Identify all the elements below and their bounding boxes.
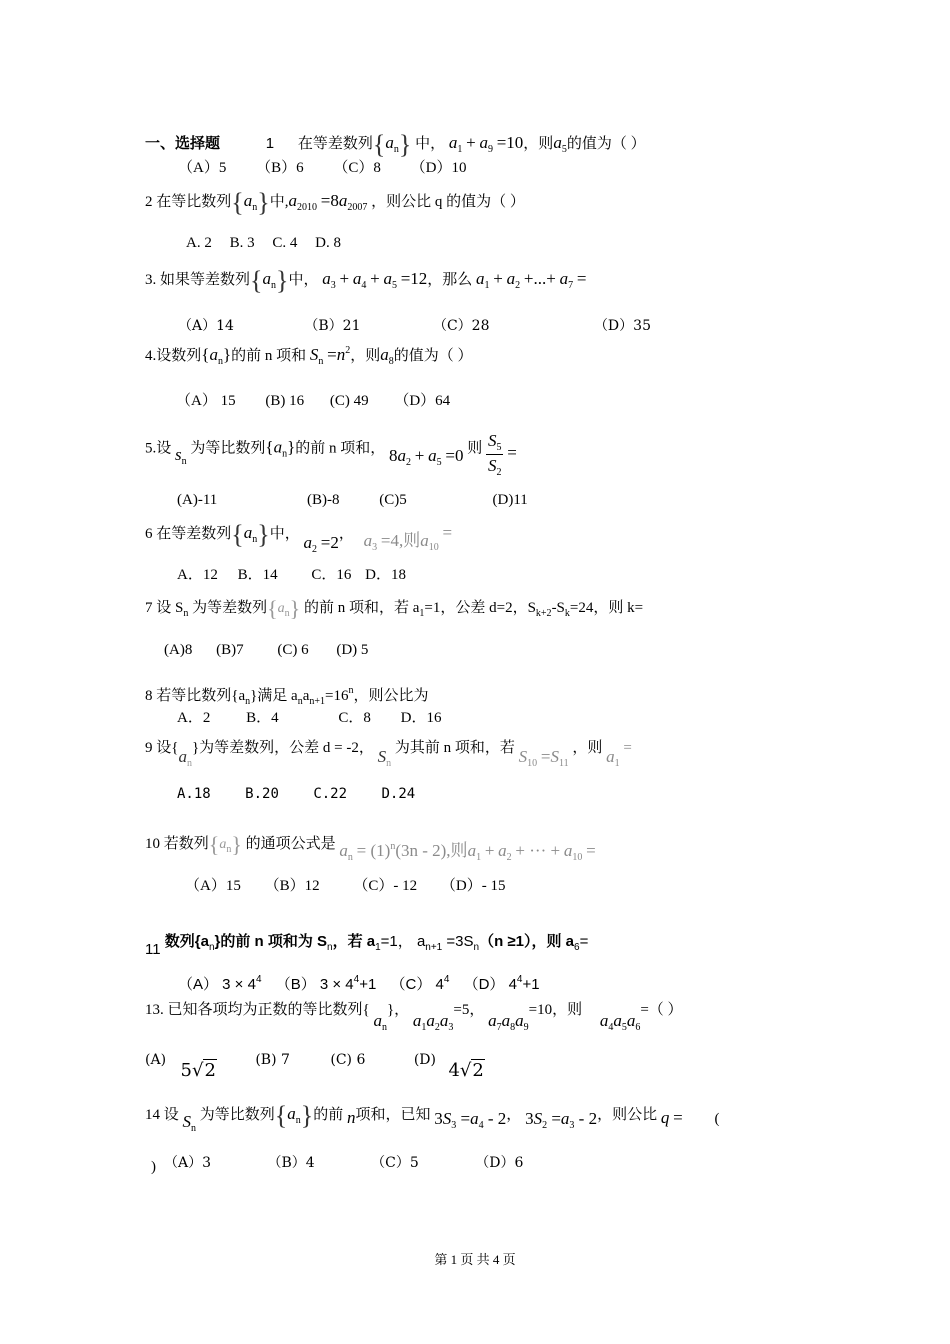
math-expression: = [623,740,632,756]
question-text: 9 设{ [145,740,179,756]
math-expression: =10，则 [528,1002,583,1018]
option-d: D. 8 [315,235,341,251]
question-text: 10 若数列 [145,836,209,852]
question-text: ，那么 [427,272,473,288]
question-text: =（ ） [640,1002,683,1018]
question-text: }满足 a [250,688,298,704]
question-text: 的前 n 项和，若 a [303,600,420,616]
option-b: (B) 16 [265,393,305,409]
options-q4 [176,394,450,409]
subscript: n+1 [425,942,443,953]
question-text: ，则 [350,348,381,364]
question-text: 为其前 n 项和，若 [394,740,515,756]
question-text: ，则 [523,136,554,152]
question-text: 中， [269,526,300,542]
math-expression: = [586,841,596,860]
option-a: (A) [145,1052,167,1068]
question-text: 中， [415,136,446,152]
question-text: =24，则 k= [569,600,644,616]
question-text: a [302,688,310,704]
question-text: =16 [325,688,349,704]
option-d: D.24 [381,786,416,802]
option-a: (A)8 [164,642,193,658]
option-b: (B)7 [216,642,244,658]
question-8: 8 若等比数列$\{a_n\}$满足 $a_na_{n+1}=16^n$，则公比为 [145,685,429,707]
option-b: B. 3 [229,235,255,251]
question-13: 13. 已知各项均为正数的等比数列{ $a_n$}， $a_1a_2a_3=5$， $a_7a_8a_9=10$，则 $a_4a_5a_6=$（ ） [145,1002,683,1033]
question-text: ，若 a [332,933,376,950]
section-title: 一、选择题 [145,135,221,152]
options-q14 [164,1156,523,1170]
options-q9 [177,787,415,801]
question-text: 3. 如果等差数列 [145,272,251,288]
question-text: =1，公差 d=2，S [424,600,536,616]
math-expression: =10 [496,133,524,152]
option-a: （A）14 [178,318,234,334]
question-text: 为等比数列 [199,1107,275,1123]
math-expression: =8 [320,191,339,210]
question-text: 中， [288,272,319,288]
option-c: （C）5 [371,1155,419,1171]
option-b: （B）21 [304,318,361,334]
question-text: -S [551,600,565,616]
question-5: 5.设 $s_n$ 为等比数列$\{a_n\}$的前 n 项和， $8a_2 + a_5 =0$ 则 $\frac{S_5}{S_2}$ = [145,431,517,478]
question-text: 为等差数列 [192,600,268,616]
answer-paren: ( [714,1111,720,1127]
option-c: C．8 [338,710,371,726]
question-text: ，则 [572,740,603,756]
question-11: 11 数列$\{a_n\}$的前 n 项和为 $S_n$，若 $a_1=1$， $a_{n+1} =3S_n(n \ge 1)$，则 $a_6=$ [145,933,589,958]
question-text: 13. 已知各项均为正数的等比数列{ [145,1002,370,1018]
math-expression: = [327,345,337,364]
question-text: （n ≥1），则 a [479,933,575,950]
question-3: 3. 如果等差数列$\{a_n\}$中， $a_3 + a_4 + a_5 =12$，那么 $a_1 + a_2$ +...+ $a_7$ = [145,266,587,295]
options-q1 [178,161,466,176]
option-a: (A)-11 [177,492,218,508]
option-a: A．2 [177,710,211,726]
question-text: 2 在等比数列 [145,194,232,210]
question-text: =3S [442,933,474,950]
question-text: 则 [467,440,483,457]
question-text: 的值为（ ） [566,136,646,152]
question-text: 项和，已知 [355,1107,431,1123]
option-d: （D）35 [593,318,651,334]
question-7: 7 设 $S_n$ 为等差数列$\{a_n\}$ 的前 n 项和，若 $a_1=1$，公差 d=2，$S_{k+2}-S_k=24$，则 k= [145,596,644,621]
option-d: (D) [413,1052,436,1068]
question-text: 在等差数列 [297,136,373,152]
fraction: $\frac{S_5}{S_2}$ [487,431,502,478]
math-expression: 8 [389,446,398,466]
question-text: 5.设 [145,440,172,457]
answer-paren-close: ) [151,1159,156,1175]
question-9: 9 设$\{a_n\}$为等差数列，公差 d = -2， $S_n$ 为其前 n 项和，若 $S_{10} =S_{11}$ ，则 $a_1$ = [145,740,632,769]
option-a: A．12 [177,567,218,583]
math-expression: + ··· + [515,841,561,860]
question-text: }， [386,1002,410,1018]
option-c: C. 4 [272,235,298,251]
option-d: （D） 4 [463,976,517,993]
option-c: （C）- 12 [353,878,418,894]
option-a: （A）5 [178,160,227,176]
option-d: （D）64 [394,393,451,409]
question-text: ，则公比为 [353,688,429,704]
math-expression: =12 [400,269,428,288]
question-number: 1 [265,135,275,152]
options-q10 [185,879,505,894]
math-expression: = (1) [356,841,391,860]
page-footer: 第 1 页 共 4 页 [434,1252,516,1267]
option-c: C．16 [311,567,352,583]
question-text: 4.设数列 [145,348,202,364]
question-10: 10 若数列$\{a_n\}$ 的通项公式是 $a_n = (1)^n(3n - 2)$,则$a_1 + a_2$ + ··· + $a_{10}$ = [145,832,596,863]
option-d: （D）10 [410,160,467,176]
question-text: }的前 n 项和为 S [214,933,328,950]
math-expression: = [507,443,517,463]
option-d: (D)11 [492,492,528,508]
question-text: 的通项公式是 [245,836,336,852]
question-text: 为等比数列 [190,440,266,457]
option-b: （B）4 [267,1155,315,1171]
math-expression: +...+ [523,269,556,288]
sqrt-expression: 4√2 [448,1060,484,1081]
options-q8 [177,711,441,726]
question-text: 14 设 [145,1107,179,1123]
math-expression: =4,则 [380,531,421,550]
subscript: k+2 [535,608,552,619]
subscript: n+1 [309,696,326,707]
question-6: 6 在等差数列$\{a_n\}$中， $a_2 =2$， $a_3 =4$,则$a_{10}$ = [145,520,453,555]
question-text: a [416,933,426,950]
options-q5 [177,493,528,508]
math-expression: =2 [320,533,339,552]
question-text: 中, [269,194,289,210]
options-q11: （A） $3 \times 4^4$ （B） $3 \times 4^4+1$ （C） $4^4$ （D） $4^4+1$ [178,974,540,993]
options-q13 [145,1050,485,1081]
option-c: （C）28 [432,318,490,334]
option-d: D．16 [400,710,442,726]
math-expression: =0 [445,446,464,466]
option-c: （C）8 [333,160,381,176]
question-4: 4.设数列$\{a_n\}$的前 n 项和 $S_n =n^2$，则$a_8$的值为（ ） [145,345,473,367]
options-q7 [164,643,368,658]
question-number: 11 [145,941,161,958]
question-text: 6 在等差数列 [145,526,232,542]
option-b: （B） 3 × 4 [275,976,354,993]
option-b: (B) 7 [255,1052,290,1068]
question-text: 数列{a [164,933,209,950]
option-c: (C) 6 [277,642,309,658]
question-text: 的前 [313,1107,344,1123]
options-q6 [177,568,406,583]
option-d: （D）6 [475,1155,524,1171]
subscript: 6 [574,942,580,953]
option-b: B.20 [245,786,279,802]
option-a: A. 2 [186,235,212,251]
math-expression: =5， [453,1002,485,1018]
question-text: 7 设 S [145,600,184,616]
question-text: 的前 n 项和 [231,348,307,364]
sqrt-expression: 5√2 [180,1060,216,1081]
option-d: （D）- 15 [440,878,506,894]
option-c: C.22 [313,786,348,802]
option-b: B．4 [246,710,279,726]
question-text: ，则公比 q 的值为（ ） [371,194,525,210]
subscript: k [564,608,570,619]
option-b: (B)-8 [307,492,340,508]
option-c: (C)5 [379,492,407,508]
question-text: ，则公比 [597,1107,658,1123]
options-q3 [178,319,651,333]
option-a: （A） 3 × 4 [178,976,256,993]
option-c: (C) 49 [329,393,369,409]
question-2: 2 在等比数列$\{a_n\}$中$,a_{2010} =8a_{2007}$ ，则公比 q 的值为（ ） [145,188,525,217]
question-text: =1， [380,933,413,950]
math-expression: = [442,523,453,542]
option-a: A.18 [177,786,211,802]
question-text: 8 若等比数列{a [145,688,246,704]
question-14: 14 设 $S_n$ 为等比数列$\{a_n\}$的前 n项和，已知 $3S_3 =a_4 - 2$， $3S_2 =a_3 - 2$，则公比 q = ( [145,1101,720,1134]
option-c: (C) 6 [330,1052,366,1068]
options-q2 [186,236,341,251]
question-text: 的值为（ ） [393,348,473,364]
option-a: （A） 15 [176,393,236,409]
option-b: （B）12 [264,878,320,894]
question-1: 一、选择题 1 在等差数列$\{a_n\}$ 中， $a_1 + a_9 =10$，则$a_5$的值为（ ） [145,130,646,159]
option-b: B．14 [237,567,278,583]
option-c: （C） 4 [390,976,444,993]
math-expression: = [576,269,587,288]
math-expression: (3n - 2),则 [395,841,468,860]
option-b: （B）6 [256,160,304,176]
option-d: D．18 [365,567,406,583]
option-a: （A）3 [164,1155,212,1171]
question-text: ， [338,526,354,542]
option-d: (D) 5 [336,642,369,658]
question-text: }为等差数列，公差 d = -2， [191,740,374,756]
question-text: = [579,933,589,950]
option-a: （A）15 [185,878,241,894]
question-text: 的前 n 项和， [295,440,386,457]
math-expression: = [673,1108,683,1127]
